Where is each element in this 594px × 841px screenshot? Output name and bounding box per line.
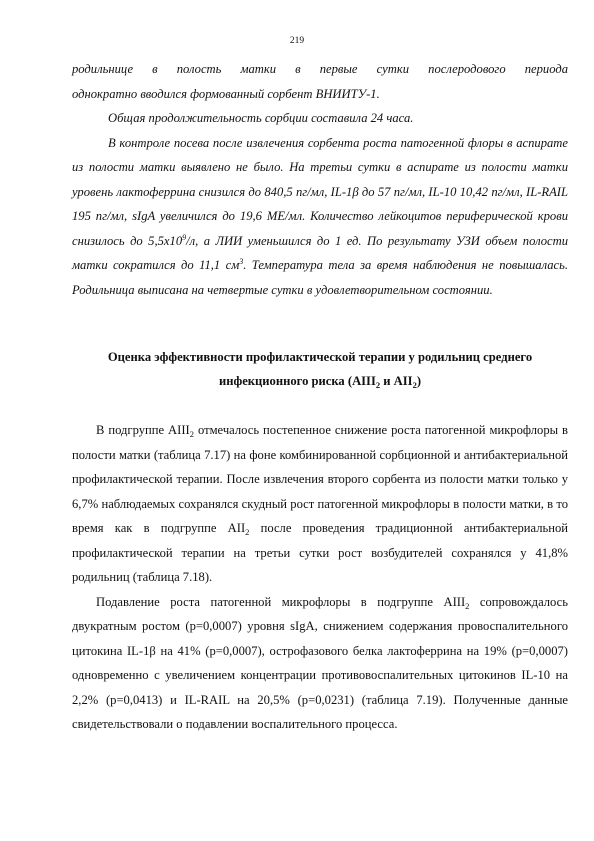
page-number: 219 [289, 36, 305, 46]
heading-line-1: Оценка эффективности профилактической терапии у родильниц среднего [107, 350, 533, 364]
heading-line-2: инфекционного риска ($АIII_2$ и $АII_2$) [218, 374, 422, 390]
case-outcome-paragraph: В контроле посева после извлечения сорбента роста патогенной флоры в аспирате из полости матки выявлено не было. На третьи сутки в аспирате из полости матки уровень лактоферрина снизился до 840,5 пг/мл, IL-1β до 57 пг/мл, IL-10 10,42 пг/мл, IL-RAIL 195 пг/мл, sIgA увеличился до 19,6 МЕ/мл. Количество лейкоцитов периферической крови снизилось до $5,5х10^9/л$, а ЛИИ уменьшился до 1 ед. По результату УЗИ объем полости матки сократился до 11,1 $см^3$. Температура тела за время наблюдения не повышалась. Родильница выписана на четвертые сутки в удовлетворительном состоянии. [72, 135, 569, 297]
italic-case-section [72, 57, 568, 302]
sorption-duration-paragraph: Общая продолжительность сорбции составила 24 часа. [108, 111, 414, 125]
case-paragraph-line-2: однократно вводился формованный сорбент ВНИИТУ-1. [72, 86, 380, 101]
case-paragraph-line-1: родильнице в полость матки в первые сутки послеродового периода [72, 62, 569, 76]
body-paragraph-2: Подавление роста патогенной микрофлоры в подгруппе $АIII_2$ сопровождалось двукратным ростом (р=0,0007) уровня sIgA, снижением содержания провоспалительного цитокина IL-1β на 41% (р=0,0007), острофазового белка лактоферрина на 19% (р=0,0007) одновременно с увеличением концентрации противовоспалительных цитокинов IL-10 на 2,2% (р=0,0413) и IL-RAIL на 20,5% (р=0,0231) (таблица 7.19). Полученные данные свидетельствовали о подавлении воспалительного процесса. [72, 594, 568, 731]
section-heading [72, 345, 568, 393]
body-section [72, 418, 568, 737]
body-paragraph-1: В подгруппе $АIII_2$ отмечалось постепенное снижение роста патогенной микрофлоры в полости матки (таблица 7.17) на фоне комбинированной сорбционной и антибактериальной профилактической терапии. После извлечения второго сорбента из полости матки только у 6,7% наблюдаемых сохранялся скудный рост патогенной микрофлоры в полости матки, в то время как в подгруппе $АII_2$ после проведения традиционной антибактериальной профилактической терапии на третьи сутки рост возбудителей сохранялся у 41,8% родильниц (таблица 7.18). [72, 423, 569, 584]
